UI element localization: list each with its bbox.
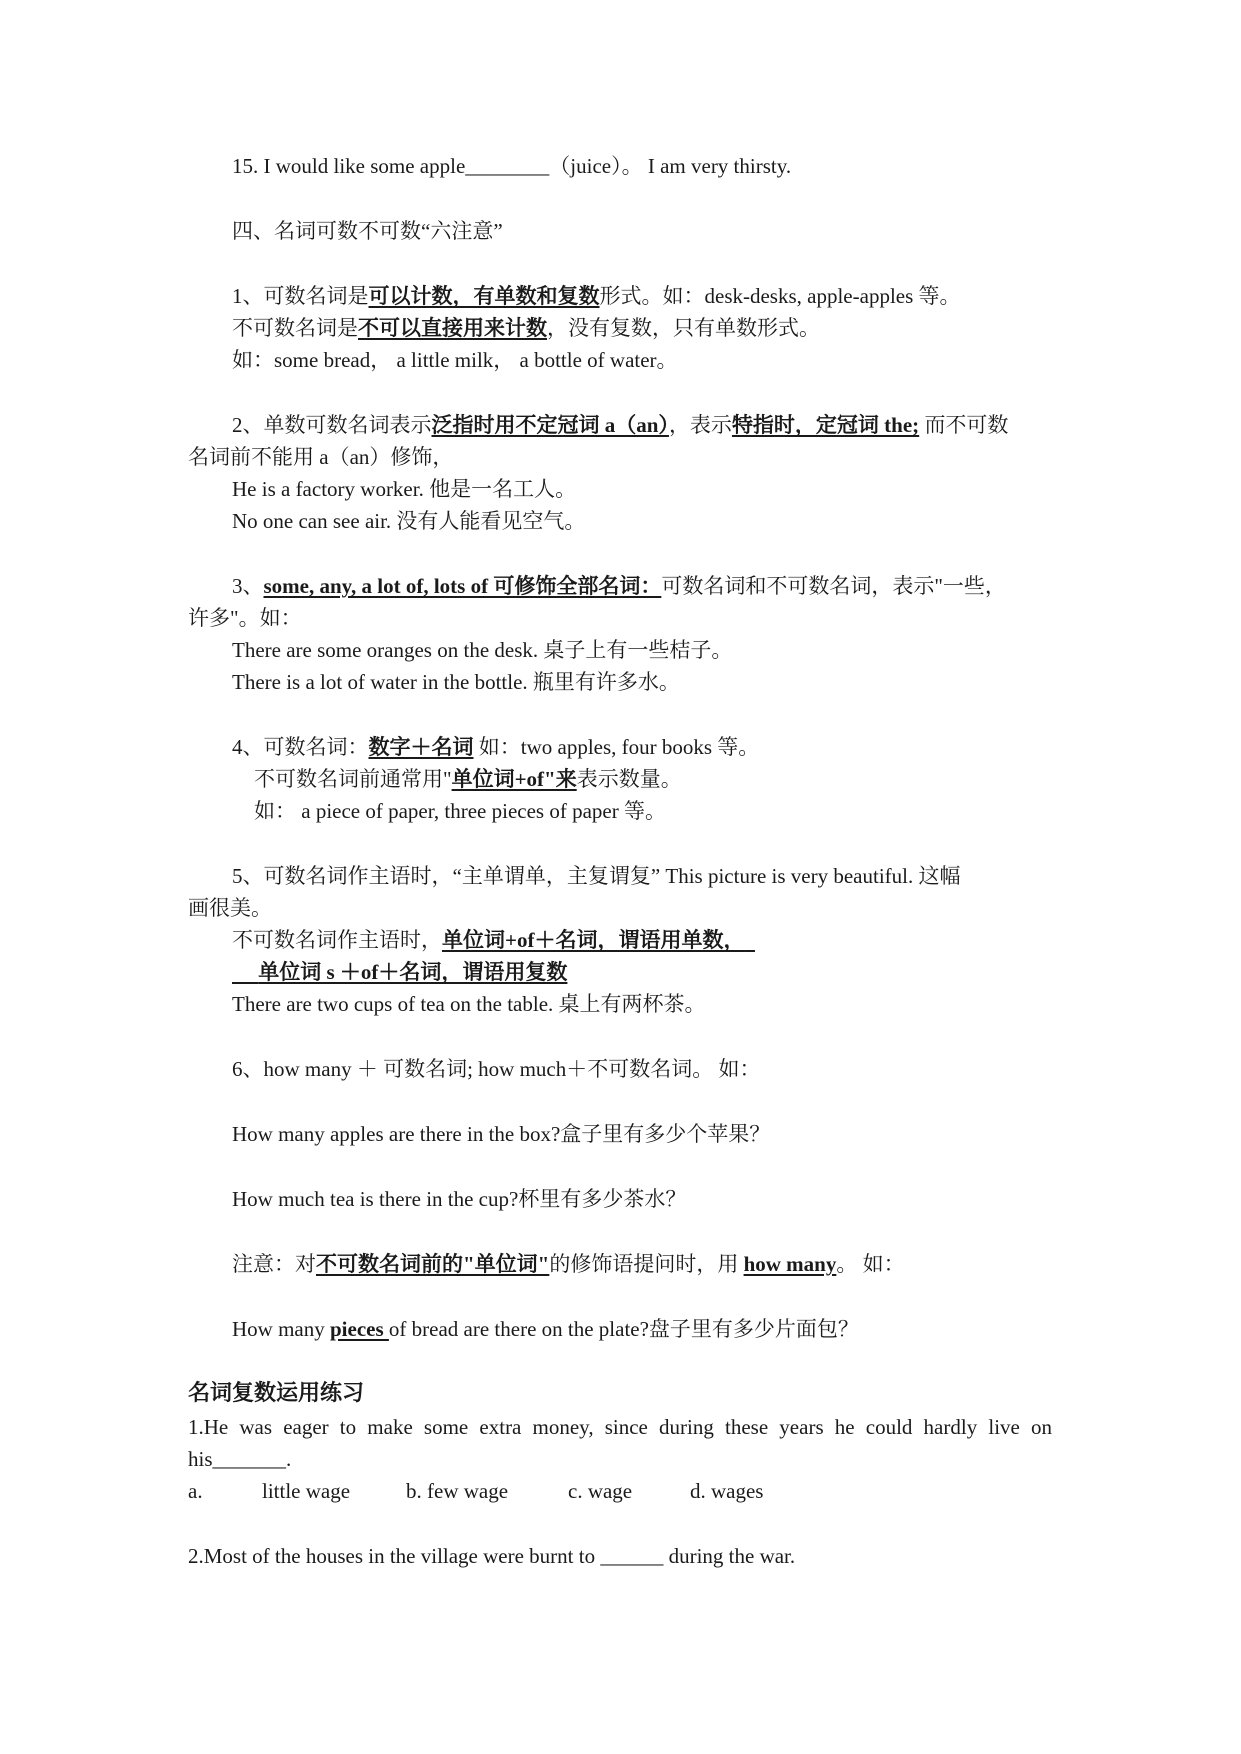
rule-2-example-2: No one can see air. 没有人能看见空气。 xyxy=(232,509,586,533)
rule-5-example: There are two cups of tea on the table. 桌上有两杯茶。 xyxy=(232,992,706,1016)
option-d: d. wages xyxy=(690,1479,764,1503)
rule-6-line-1: 6、how many ＋ 可数名词; how much＋不可数名词。 如： xyxy=(232,1057,761,1081)
rule-2-line-1: 2、单数可数名词表示泛指时用不定冠词 a（an），表示特指时，定冠词 the; 而不可数 xyxy=(232,413,1009,437)
rule-3-line-1: 3、some, any, a lot of, lots of 可修饰全部名词：可数名词和不可数名词，表示"一些， xyxy=(232,574,1006,598)
rule-6-note: 注意：对不可数名词前的"单位词"的修饰语提问时，用 how many。 如： xyxy=(232,1252,905,1276)
section-4-title: 四、名词可数不可数“六注意” xyxy=(232,219,503,243)
rule-3-example-2: There is a lot of water in the bottle. 瓶里有许多水。 xyxy=(232,670,680,694)
practice-1-line-2: his_______. xyxy=(188,1447,292,1471)
rule-1-line-1: 1、可数名词是可以计数，有单数和复数形式。如：desk-desks, apple-apples 等。 xyxy=(232,284,961,308)
rule-2-example-1: He is a factory worker. 他是一名工人。 xyxy=(232,477,577,501)
rule-4-line-1: 4、可数名词：数字＋名词 如：two apples, four books 等。 xyxy=(232,735,760,759)
question-15: 15. I would like some apple________（juice）。 I am very thirsty. xyxy=(232,154,792,178)
rule-4-example: 如： a piece of paper, three pieces of paper 等。 xyxy=(254,799,666,823)
practice-1-options xyxy=(188,1476,763,1506)
option-c: c. wage xyxy=(568,1479,633,1503)
rule-3-line-2: 许多"。如： xyxy=(188,606,302,630)
practice-2: 2.Most of the houses in the village were burnt to ______ during the war. xyxy=(188,1544,796,1568)
rule-1-example: 如：some bread， a little milk， a bottle of water。 xyxy=(232,348,678,372)
practice-title: 名词复数运用练习 xyxy=(188,1381,365,1406)
rule-2-line-2: 名词前不能用 a（an）修饰， xyxy=(188,445,454,469)
rule-4-line-2: 不可数名词前通常用"单位词+of"来表示数量。 xyxy=(254,767,682,791)
rule-5-line-2: 画很美。 xyxy=(188,896,272,920)
rule-5-line-1: 5、可数名词作主语时，“主单谓单，主复谓复” This picture is very beautiful. 这幅 xyxy=(232,864,961,888)
rule-3-example-1: There are some oranges on the desk. 桌子上有一些桔子。 xyxy=(232,638,733,662)
option-a: little wage xyxy=(262,1479,351,1503)
rule-6-example-1: How many apples are there in the box?盒子里有多少个苹果？ xyxy=(232,1122,771,1146)
rule-1-line-2: 不可数名词是不可以直接用来计数，没有复数，只有单数形式。 xyxy=(232,316,820,340)
option-a-label: a. xyxy=(188,1479,203,1503)
rule-6-example-3: How many pieces of bread are there on the plate?盘子里有多少片面包？ xyxy=(232,1317,859,1341)
rule-5-line-3: 不可数名词作主语时，单位词+of＋名词，谓语用单数， xyxy=(232,928,745,952)
rule-6-example-2: How much tea is there in the cup?杯里有多少茶水？ xyxy=(232,1187,687,1211)
option-b: b. few wage xyxy=(406,1479,509,1503)
practice-1-line-1: 1.He was eager to make some extra money, since during these years he could hardly live on xyxy=(188,1415,1052,1439)
rule-5-line-4: 单位词 s ＋of＋名词，谓语用复数 xyxy=(258,960,568,984)
